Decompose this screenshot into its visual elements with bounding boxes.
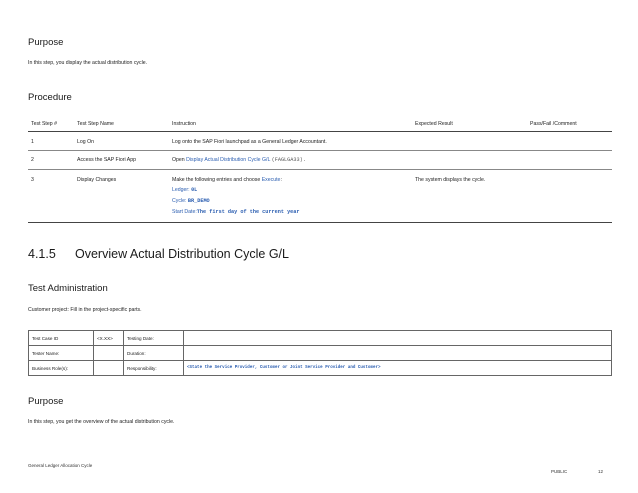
col-header-step-number: Test Step # [31, 121, 57, 127]
row-divider [28, 150, 612, 151]
row1-step-number: 1 [31, 139, 34, 145]
test-admin-heading: Test Administration [28, 283, 108, 294]
row3-colon: : [280, 177, 282, 183]
start-date-value: The first day of the current year [196, 209, 300, 215]
responsibility-value[interactable]: <State the Service Provider, Customer or Joint Service Provider and Customer> [184, 361, 612, 376]
purpose-heading-2: Purpose [28, 396, 64, 407]
row3-expected-result: The system displays the cycle. [415, 177, 486, 183]
purpose-heading: Purpose [28, 37, 64, 48]
cycle-label: Cycle: [172, 198, 187, 204]
business-roles-value[interactable] [94, 361, 124, 376]
start-date-entry [172, 209, 300, 215]
row3-step-name: Display Changes [77, 177, 117, 183]
footer-page-number: 12 [598, 469, 604, 474]
row3-instruction [172, 177, 282, 183]
row1-instruction: Log onto the SAP Fiori launchpad as a General Ledger Accountant. [172, 139, 327, 145]
test-case-id-value[interactable]: <X.XX> [94, 331, 124, 346]
col-header-expected-result: Expected Result [415, 121, 453, 127]
business-roles-label: Business Role(s): [29, 361, 94, 376]
ledger-label: Ledger: [172, 187, 190, 193]
ledger-entry [172, 187, 197, 193]
duration-value[interactable] [184, 346, 612, 361]
purpose-text: In this step, you display the actual distribution cycle. [28, 60, 148, 66]
cycle-value: BR_DEMO [187, 198, 210, 204]
tester-name-label: Tester Name: [29, 346, 94, 361]
cycle-entry [172, 198, 210, 204]
test-admin-note: Customer project: Fill in the project-specific parts. [28, 307, 142, 313]
app-link[interactable]: Display Actual Distribution Cycle G/L [186, 157, 271, 163]
table-bottom-divider [28, 222, 612, 223]
footer-classification: PUBLIC [551, 469, 568, 474]
col-header-pass-fail: Pass/Fail /Comment [530, 121, 577, 127]
start-date-label: Start Date: [172, 209, 197, 215]
section-number: 4.1.5 [28, 247, 56, 261]
col-header-step-name: Test Step Name [77, 121, 114, 127]
row2-step-number: 2 [31, 157, 34, 163]
table-row [29, 361, 612, 376]
row2-instruction [172, 157, 306, 163]
app-code: (FAGLGA33). [271, 157, 306, 163]
section-title: Overview Actual Distribution Cycle G/L [75, 247, 289, 261]
row3-instruction-text: Make the following entries and choose [172, 177, 261, 183]
row1-step-name: Log On [77, 139, 95, 145]
table-row [29, 346, 612, 361]
testing-date-label: Testing Date: [124, 331, 184, 346]
test-admin-table [28, 330, 612, 376]
footer-doc-title: General Ledger Allocation Cycle [28, 463, 93, 468]
row3-step-number: 3 [31, 177, 34, 183]
col-header-instruction: Instruction [172, 121, 196, 127]
row-divider [28, 169, 612, 170]
responsibility-label: Responsibility: [124, 361, 184, 376]
execute-link[interactable]: Execute [261, 177, 281, 183]
test-case-id-label: Test Case ID [29, 331, 94, 346]
testing-date-value[interactable] [184, 331, 612, 346]
duration-label: Duration: [124, 346, 184, 361]
table-row [29, 331, 612, 346]
table-header-divider [28, 131, 612, 132]
procedure-heading: Procedure [28, 92, 72, 103]
row2-open-text: Open [172, 157, 185, 163]
purpose-text-2: In this step, you get the overview of the actual distribution cycle. [28, 419, 175, 425]
row2-step-name: Access the SAP Fiori App [77, 157, 137, 163]
ledger-value: 0L [191, 187, 198, 193]
tester-name-value[interactable] [94, 346, 124, 361]
